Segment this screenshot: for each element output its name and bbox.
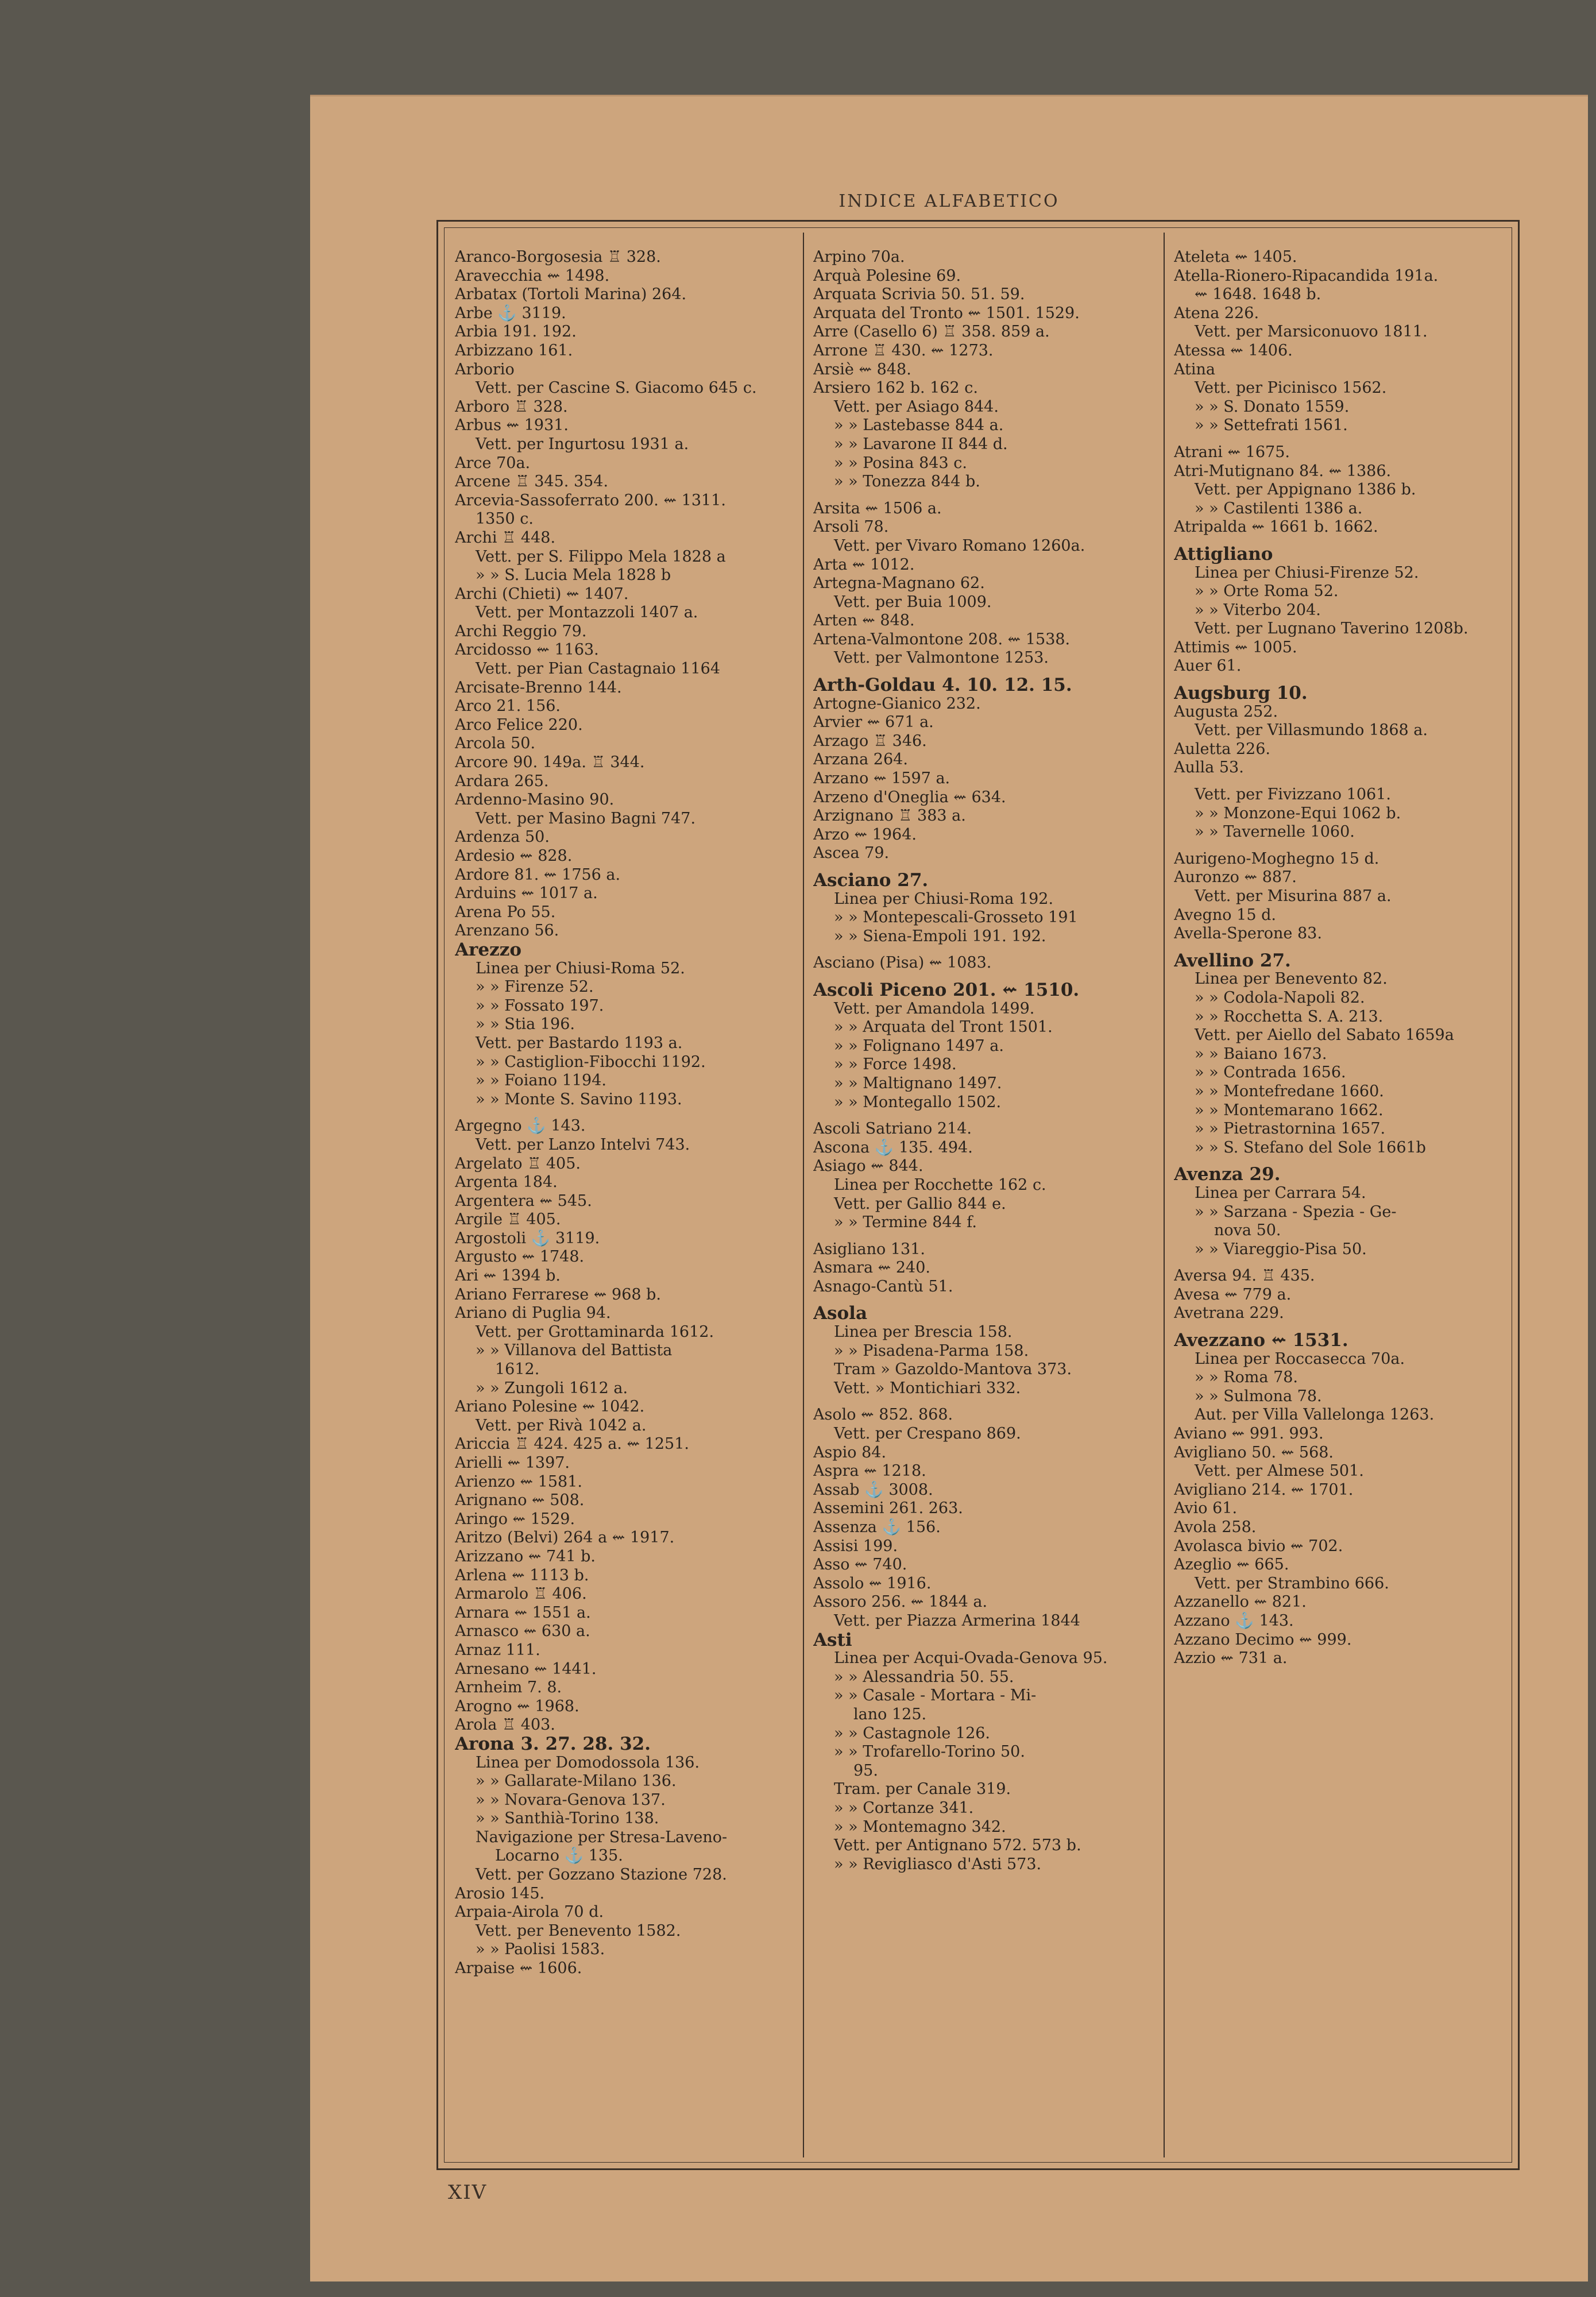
index-entry: » » Pisadena-Parma 158. xyxy=(834,1341,1029,1360)
index-entry: » » Zungoli 1612 a. xyxy=(476,1379,628,1397)
index-entry: Vett. per S. Filippo Mela 1828 a xyxy=(476,547,726,566)
index-entry: Asolo ⇜ 852. 868. xyxy=(813,1406,953,1424)
index-entry: » » Cortanze 341. xyxy=(834,1799,974,1817)
index-entry: Arola ♖ 403. xyxy=(455,1716,555,1734)
index-entry: » » Firenze 52. xyxy=(476,978,594,996)
index-entry: Arbatax (Tortoli Marina) 264. xyxy=(455,285,687,304)
index-entry: Ardara 265. xyxy=(455,772,549,790)
index-entry: Armarolo ♖ 406. xyxy=(455,1585,587,1603)
index-entry: Arzago ♖ 346. xyxy=(813,732,927,750)
index-entry: Arnesano ⇜ 1441. xyxy=(455,1660,597,1678)
index-entry: Ardore 81. ⇜ 1756 a. xyxy=(455,865,621,884)
index-entry: Ariano di Puglia 94. xyxy=(455,1304,611,1322)
index-entry: Linea per Acqui-Ovada-Genova 95. xyxy=(834,1649,1108,1668)
index-entry: Arquà Polesine 69. xyxy=(813,266,961,285)
index-entry: Arpaise ⇜ 1606. xyxy=(455,1959,582,1978)
index-entry: Ascea 79. xyxy=(813,844,890,863)
entry-gap xyxy=(1174,435,1518,443)
index-entry: Tram. per Canale 319. xyxy=(834,1780,1011,1799)
index-entry: Linea per Chiusi-Firenze 52. xyxy=(1195,563,1419,582)
index-entry: » » Fossato 197. xyxy=(476,996,604,1015)
index-entry: Assab ⚓ 3008. xyxy=(813,1480,933,1499)
index-entry: Vett. per Almese 501. xyxy=(1195,1462,1364,1480)
index-entry: Archi (Chieti) ⇜ 1407. xyxy=(455,585,629,603)
index-entry: Ariccia ♖ 424. 425 a. ⇜ 1251. xyxy=(455,1435,689,1453)
index-entry: Artegna-Magnano 62. xyxy=(813,574,985,593)
index-entry: Auletta 226. xyxy=(1174,740,1270,758)
index-entry: Arcevia-Sassoferrato 200. ⇜ 1311. xyxy=(455,491,726,509)
index-column-1 xyxy=(455,248,799,1978)
index-entry: » » Montegallo 1502. xyxy=(834,1093,1002,1111)
index-entry: Locarno ⚓ 135. xyxy=(495,1847,623,1865)
index-entry: Vett. per Rivà 1042 a. xyxy=(476,1416,647,1434)
index-entry: Vett. per Fivizzano 1061. xyxy=(1195,786,1391,804)
index-entry: » » Montemagno 342. xyxy=(834,1818,1006,1836)
index-entry: Arta ⇜ 1012. xyxy=(813,555,915,574)
entry-gap xyxy=(813,946,1158,954)
index-entry: Vett. per Aiello del Sabato 1659a xyxy=(1195,1026,1454,1045)
index-entry: Arzignano ♖ 383 a. xyxy=(813,807,966,825)
index-entry: Ascoli Satriano 214. xyxy=(813,1120,972,1138)
index-entry: Aspio 84. xyxy=(813,1443,887,1461)
index-entry: Atripalda ⇜ 1661 b. 1662. xyxy=(1174,518,1378,536)
index-entry: Assemini 261. 263. xyxy=(813,1499,963,1518)
index-entry: Azeglio ⇜ 665. xyxy=(1174,1556,1289,1574)
index-entry: 1350 c. xyxy=(476,510,534,528)
index-entry: Linea per Brescia 158. xyxy=(834,1323,1013,1341)
index-entry: Vett. per Grottaminarda 1612. xyxy=(476,1322,714,1341)
entry-gap xyxy=(813,1112,1158,1120)
index-entry: » » Montefredane 1660. xyxy=(1195,1082,1384,1100)
index-entry: Aut. per Villa Vallelonga 1263. xyxy=(1195,1406,1435,1424)
index-entry: Assoro 256. ⇜ 1844 a. xyxy=(813,1593,988,1611)
index-entry: » » Santhià-Torino 138. xyxy=(476,1809,659,1828)
index-entry: » » Pietrastornina 1657. xyxy=(1195,1120,1386,1138)
index-entry: Arienzo ⇜ 1581. xyxy=(455,1472,582,1491)
index-entry: » » S. Stefano del Sole 1661b xyxy=(1195,1138,1426,1157)
index-entry: » » Alessandria 50. 55. xyxy=(834,1668,1014,1686)
index-entry: » » Montepescali-Grosseto 191 xyxy=(834,908,1078,927)
entry-gap xyxy=(1174,943,1518,952)
index-entry: Arsita ⇜ 1506 a. xyxy=(813,499,942,517)
index-entry: Arquata Scrivia 50. 51. 59. xyxy=(813,285,1025,304)
index-entry: Archi Reggio 79. xyxy=(455,622,587,640)
index-entry: Argusto ⇜ 1748. xyxy=(455,1248,585,1266)
index-entry: Argenta 184. xyxy=(455,1173,558,1192)
index-entry: Atena 226. xyxy=(1174,304,1259,322)
index-entry: » » Arquata del Tront 1501. xyxy=(834,1018,1053,1037)
index-entry: Avesa ⇜ 779 a. xyxy=(1174,1285,1292,1304)
index-entry: » » Castiglion-Fibocchi 1192. xyxy=(476,1053,706,1071)
index-heading: Arth-Goldau 4. 10. 12. 15. xyxy=(813,676,1072,695)
index-entry: 1612. xyxy=(495,1360,540,1379)
index-entry: » » Stia 196. xyxy=(476,1015,575,1034)
entry-gap xyxy=(1174,676,1518,684)
index-entry: Arielli ⇜ 1397. xyxy=(455,1454,570,1472)
index-entry: Vett. per Cascine S. Giacomo 645 c. xyxy=(476,379,757,397)
entry-gap xyxy=(813,863,1158,871)
index-entry: Linea per Benevento 82. xyxy=(1195,970,1388,988)
index-entry: Asciano (Pisa) ⇜ 1083. xyxy=(813,954,992,972)
index-entry: Arduins ⇜ 1017 a. xyxy=(455,884,598,903)
index-entry: » » Codola-Napoli 82. xyxy=(1195,988,1365,1007)
index-entry: Ariano Ferrarese ⇜ 968 b. xyxy=(455,1285,662,1304)
index-entry: Atessa ⇜ 1406. xyxy=(1174,341,1293,359)
index-entry: Vett. per Gallio 844 e. xyxy=(834,1194,1006,1213)
index-entry: ⇜ 1648. 1648 b. xyxy=(1195,285,1321,304)
index-entry: » » Castilenti 1386 a. xyxy=(1195,499,1363,517)
index-entry: Avella-Sperone 83. xyxy=(1174,925,1322,943)
entry-gap xyxy=(813,492,1158,500)
index-heading: Avenza 29. xyxy=(1174,1165,1281,1184)
index-entry: Atri-Mutignano 84. ⇜ 1386. xyxy=(1174,462,1392,480)
index-entry: Arosio 145. xyxy=(455,1884,545,1902)
index-entry: » » Lastebasse 844 a. xyxy=(834,416,1004,435)
index-entry: Ari ⇜ 1394 b. xyxy=(455,1267,561,1285)
index-entry: Vett. per Appignano 1386 b. xyxy=(1195,481,1416,499)
index-heading: Ascoli Piceno 201. ⇜ 1510. xyxy=(813,980,1080,1000)
index-entry: Vett. per Vivaro Romano 1260a. xyxy=(834,536,1085,555)
index-entry: Atella-Rionero-Ripacandida 191a. xyxy=(1174,266,1439,285)
index-entry: » » Castagnole 126. xyxy=(834,1724,991,1742)
index-entry: Arborio xyxy=(455,360,515,378)
index-entry: Vett. per Lugnano Taverino 1208b. xyxy=(1195,620,1469,638)
index-entry: Arcore 90. 149a. ♖ 344. xyxy=(455,753,645,772)
index-entry: » » Montemarano 1662. xyxy=(1195,1101,1384,1119)
index-entry: Arnara ⇜ 1551 a. xyxy=(455,1603,591,1622)
index-entry: Linea per Chiusi-Roma 52. xyxy=(476,959,685,977)
index-entry: Vett. per Misurina 887 a. xyxy=(1195,887,1392,905)
index-entry: Artena-Valmontone 208. ⇜ 1538. xyxy=(813,630,1071,648)
index-entry: Vett. per Buia 1009. xyxy=(834,593,992,611)
index-entry: » » Force 1498. xyxy=(834,1055,957,1074)
index-entry: Aringo ⇜ 1529. xyxy=(455,1510,575,1528)
column-rule xyxy=(1164,233,1165,2157)
index-entry: Avetrana 229. xyxy=(1174,1304,1284,1322)
entry-gap xyxy=(1174,842,1518,850)
index-entry: » » Viareggio-Pisa 50. xyxy=(1195,1240,1367,1258)
index-entry: » » Folignano 1497 a. xyxy=(834,1037,1004,1055)
index-entry: Linea per Rocchette 162 c. xyxy=(834,1175,1046,1194)
index-entry: 95. xyxy=(853,1761,878,1780)
entry-gap xyxy=(813,973,1158,981)
index-entry: Arco 21. 156. xyxy=(455,697,561,716)
index-entry: nova 50. xyxy=(1214,1221,1281,1240)
index-entry: Azzano ⚓ 143. xyxy=(1174,1611,1294,1630)
index-entry: » » Posina 843 c. xyxy=(834,454,967,472)
index-entry: » » Settefrati 1561. xyxy=(1195,416,1348,435)
index-entry: Arce 70a. xyxy=(455,454,531,472)
index-entry: Aviano ⇜ 991. 993. xyxy=(1174,1425,1324,1443)
index-entry: Vett. per Lanzo Intelvi 743. xyxy=(476,1135,690,1154)
index-entry: Arbus ⇜ 1931. xyxy=(455,416,569,435)
index-entry: Arsiè ⇜ 848. xyxy=(813,360,911,378)
index-entry: Arogno ⇜ 1968. xyxy=(455,1697,579,1715)
entry-gap xyxy=(1174,1157,1518,1165)
index-entry: Vett. per Villasmundo 1868 a. xyxy=(1195,721,1428,740)
index-entry: » » Tonezza 844 b. xyxy=(834,473,980,491)
index-entry: Asiago ⇜ 844. xyxy=(813,1157,923,1175)
index-entry: Argostoli ⚓ 3119. xyxy=(455,1229,600,1247)
index-entry: » » Monte S. Savino 1193. xyxy=(476,1090,682,1108)
index-column-3 xyxy=(1174,248,1518,1668)
index-frame xyxy=(436,220,1520,2170)
index-entry: Avigliano 50. ⇜ 568. xyxy=(1174,1443,1334,1461)
index-entry: » » Trofarello-Torino 50. xyxy=(834,1743,1025,1761)
page-number: XIV xyxy=(448,2181,488,2204)
index-entry: » » Novara-Genova 137. xyxy=(476,1791,666,1809)
index-entry: Aulla 53. xyxy=(1174,759,1244,777)
page-sheet xyxy=(310,95,1588,2281)
index-entry: Asigliano 131. xyxy=(813,1240,925,1258)
index-entry: » » S. Donato 1559. xyxy=(1195,397,1350,416)
index-entry: Augusta 252. xyxy=(1174,702,1278,721)
index-entry: Vett. per Ingurtosu 1931 a. xyxy=(476,435,689,453)
index-entry: Vett. per Gozzano Stazione 728. xyxy=(476,1866,727,1884)
index-entry: Arcidosso ⇜ 1163. xyxy=(455,641,599,659)
index-entry: Arena Po 55. xyxy=(455,903,556,921)
index-entry: » » Roma 78. xyxy=(1195,1368,1299,1387)
index-heading: Arezzo xyxy=(455,940,521,960)
index-entry: Avio 61. xyxy=(1174,1499,1238,1518)
index-entry: » » Paolisi 1583. xyxy=(476,1940,605,1959)
index-entry: Arten ⇜ 848. xyxy=(813,612,915,630)
index-entry: Arvier ⇜ 671 a. xyxy=(813,713,934,732)
index-entry: Argelato ♖ 405. xyxy=(455,1154,581,1173)
index-entry: Vett. per Antignano 572. 573 b. xyxy=(834,1836,1081,1855)
index-entry: Vett. per Pian Castagnaio 1164 xyxy=(476,660,721,678)
index-entry: Vett. per Marsiconuovo 1811. xyxy=(1195,323,1428,341)
index-heading: Asti xyxy=(813,1630,852,1650)
entry-gap xyxy=(813,1296,1158,1304)
entry-gap xyxy=(455,1109,799,1117)
index-entry: Vett. per Crespano 869. xyxy=(834,1425,1021,1443)
index-heading: Avezzano ⇜ 1531. xyxy=(1174,1331,1348,1350)
index-entry: Vett. per Montazzoli 1407 a. xyxy=(476,604,698,622)
index-entry: Arrone ♖ 430. ⇜ 1273. xyxy=(813,341,994,359)
index-entry: » » Revigliasco d'Asti 573. xyxy=(834,1855,1042,1873)
index-entry: Atina xyxy=(1174,360,1215,378)
index-entry: Arpino 70a. xyxy=(813,248,905,266)
index-entry: Arizzano ⇜ 741 b. xyxy=(455,1547,596,1565)
entry-gap xyxy=(1174,537,1518,545)
index-entry: Arboro ♖ 328. xyxy=(455,397,568,416)
index-entry: Arnheim 7. 8. xyxy=(455,1679,562,1697)
entry-gap xyxy=(813,1232,1158,1240)
index-entry: Vett. per Bastardo 1193 a. xyxy=(476,1034,683,1052)
index-entry: Aurigeno-Moghegno 15 d. xyxy=(1174,849,1379,868)
index-entry: Arignano ⇜ 508. xyxy=(455,1491,585,1510)
index-heading: Asola xyxy=(813,1304,868,1324)
index-entry: Arquata del Tronto ⇜ 1501. 1529. xyxy=(813,304,1080,322)
index-entry: Vett. » Montichiari 332. xyxy=(834,1379,1021,1397)
entry-gap xyxy=(1174,1323,1518,1331)
index-entry: Avola 258. xyxy=(1174,1518,1257,1536)
index-entry: » » Baiano 1673. xyxy=(1195,1045,1327,1063)
index-entry: Attimis ⇜ 1005. xyxy=(1174,638,1297,656)
index-entry: Auronzo ⇜ 887. xyxy=(1174,868,1297,887)
index-entry: Arco Felice 220. xyxy=(455,716,583,734)
index-entry: Artogne-Gianico 232. xyxy=(813,694,981,713)
index-entry: » » Monzone-Equi 1062 b. xyxy=(1195,804,1401,822)
index-heading: Attigliano xyxy=(1174,544,1273,564)
index-entry: Ardesio ⇜ 828. xyxy=(455,847,573,865)
index-entry: Vett. per Benevento 1582. xyxy=(476,1921,681,1940)
index-entry: Atrani ⇜ 1675. xyxy=(1174,443,1290,461)
index-entry: Arbia 191. 192. xyxy=(455,323,577,341)
index-entry: » » Viterbo 204. xyxy=(1195,601,1321,619)
index-entry: » » Sarzana - Spezia - Ge- xyxy=(1195,1202,1397,1221)
index-entry: Archi ♖ 448. xyxy=(455,528,556,547)
index-entry: Navigazione per Stresa-Laveno- xyxy=(476,1828,728,1846)
index-entry: Aravecchia ⇜ 1498. xyxy=(455,266,610,285)
index-entry: Aversa 94. ♖ 435. xyxy=(1174,1267,1315,1285)
index-entry: Arsiero 162 b. 162 c. xyxy=(813,379,979,397)
index-entry: » » Sulmona 78. xyxy=(1195,1387,1322,1405)
index-entry: Assolo ⇜ 1916. xyxy=(813,1574,932,1592)
index-entry: Ardenza 50. xyxy=(455,828,550,846)
index-entry: Arnasco ⇜ 630 a. xyxy=(455,1622,590,1641)
index-entry: Azzio ⇜ 731 a. xyxy=(1174,1649,1288,1668)
index-entry: Arcene ♖ 345. 354. xyxy=(455,473,609,491)
index-entry: » » Casale - Mortara - Mi- xyxy=(834,1687,1037,1705)
index-entry: Arzana 264. xyxy=(813,751,908,769)
index-entry: » » Tavernelle 1060. xyxy=(1195,823,1355,841)
entry-gap xyxy=(1174,778,1518,786)
index-entry: Ardenno-Masino 90. xyxy=(455,791,615,809)
index-heading: Avellino 27. xyxy=(1174,951,1291,970)
index-entry: Aranco-Borgosesia ♖ 328. xyxy=(455,248,661,266)
index-entry: Avolasca bivio ⇜ 702. xyxy=(1174,1537,1343,1555)
index-entry: » » Contrada 1656. xyxy=(1195,1064,1346,1082)
index-entry: » » Rocchetta S. A. 213. xyxy=(1195,1007,1384,1026)
index-column-2 xyxy=(813,248,1158,1874)
index-entry: Arsoli 78. xyxy=(813,518,889,536)
index-heading: Asciano 27. xyxy=(813,871,929,890)
index-entry: » » Maltignano 1497. xyxy=(834,1074,1002,1092)
index-entry: Assisi 199. xyxy=(813,1537,898,1555)
index-entry: Vett. per Piazza Armerina 1844 xyxy=(834,1611,1080,1630)
index-entry: Arzo ⇜ 1964. xyxy=(813,825,917,844)
index-entry: Arenzano 56. xyxy=(455,922,559,940)
index-entry: Linea per Chiusi-Roma 192. xyxy=(834,890,1054,908)
index-entry: Auer 61. xyxy=(1174,657,1242,675)
index-entry: Avegno 15 d. xyxy=(1174,906,1276,924)
index-entry: Arnaz 111. xyxy=(455,1641,540,1659)
index-entry: Arcola 50. xyxy=(455,734,536,753)
index-entry: Aritzo (Belvi) 264 a ⇜ 1917. xyxy=(455,1529,675,1547)
index-entry: Ascona ⚓ 135. 494. xyxy=(813,1138,973,1157)
index-entry: Ariano Polesine ⇜ 1042. xyxy=(455,1398,645,1416)
index-entry: Argentera ⇜ 545. xyxy=(455,1192,592,1210)
index-entry: » » Lavarone II 844 d. xyxy=(834,435,1008,453)
index-entry: » » Orte Roma 52. xyxy=(1195,582,1339,601)
index-entry: » » Termine 844 f. xyxy=(834,1213,977,1232)
entry-gap xyxy=(1174,1259,1518,1267)
index-heading: Arona 3. 27. 28. 32. xyxy=(455,1734,651,1754)
index-heading: Augsburg 10. xyxy=(1174,684,1308,703)
index-entry: Arpaia-Airola 70 d. xyxy=(455,1903,604,1921)
index-entry: Ateleta ⇜ 1405. xyxy=(1174,248,1297,266)
index-entry: Vett. per Valmontone 1253. xyxy=(834,649,1049,667)
index-entry: Arre (Casello 6) ♖ 358. 859 a. xyxy=(813,323,1050,341)
index-entry: Arbe ⚓ 3119. xyxy=(455,304,566,322)
index-entry: Azzano Decimo ⇜ 999. xyxy=(1174,1630,1352,1649)
index-entry: Avigliano 214. ⇜ 1701. xyxy=(1174,1480,1354,1499)
index-entry: lano 125. xyxy=(853,1705,927,1723)
index-entry: Azzanello ⇜ 821. xyxy=(1174,1593,1307,1611)
index-entry: Asnago-Cantù 51. xyxy=(813,1277,953,1296)
index-entry: Vett. per Picinisco 1562. xyxy=(1195,379,1387,397)
page-header: INDICE ALFABETICO xyxy=(838,191,1060,211)
index-entry: Assenza ⚓ 156. xyxy=(813,1518,941,1536)
index-entry: Linea per Carrara 54. xyxy=(1195,1184,1366,1202)
index-entry: Vett. per Strambino 666. xyxy=(1195,1574,1389,1592)
index-entry: » » Gallarate-Milano 136. xyxy=(476,1772,677,1791)
index-entry: Arzano ⇜ 1597 a. xyxy=(813,769,950,788)
index-entry: Vett. per Asiago 844. xyxy=(834,397,999,416)
index-entry: Arlena ⇜ 1113 b. xyxy=(455,1566,589,1584)
index-entry: » » Foiano 1194. xyxy=(476,1072,606,1090)
entry-gap xyxy=(813,1398,1158,1406)
index-entry: Asso ⇜ 740. xyxy=(813,1556,907,1574)
index-entry: Linea per Roccasecca 70a. xyxy=(1195,1349,1405,1368)
index-entry: » » S. Lucia Mela 1828 b xyxy=(476,566,671,585)
index-entry: Arzeno d'Oneglia ⇜ 634. xyxy=(813,788,1006,806)
index-entry: Arbizzano 161. xyxy=(455,341,573,359)
index-entry: Argile ♖ 405. xyxy=(455,1211,561,1229)
index-frame-inner xyxy=(444,227,1512,2163)
index-entry: » » Villanova del Battista xyxy=(476,1341,673,1360)
index-entry: » » Siena-Empoli 191. 192. xyxy=(834,927,1046,945)
index-entry: Argegno ⚓ 143. xyxy=(455,1117,586,1135)
index-entry: Vett. per Masino Bagni 747. xyxy=(476,809,696,827)
entry-gap xyxy=(813,668,1158,676)
index-entry: Asmara ⇜ 240. xyxy=(813,1259,930,1277)
index-entry: Tram » Gazoldo-Mantova 373. xyxy=(834,1360,1072,1379)
index-entry: Aspra ⇜ 1218. xyxy=(813,1462,926,1480)
index-entry: Arcisate-Brenno 144. xyxy=(455,678,622,697)
index-entry: Linea per Domodossola 136. xyxy=(476,1753,700,1772)
index-entry: Vett. per Amandola 1499. xyxy=(834,999,1035,1018)
column-rule xyxy=(803,233,804,2157)
